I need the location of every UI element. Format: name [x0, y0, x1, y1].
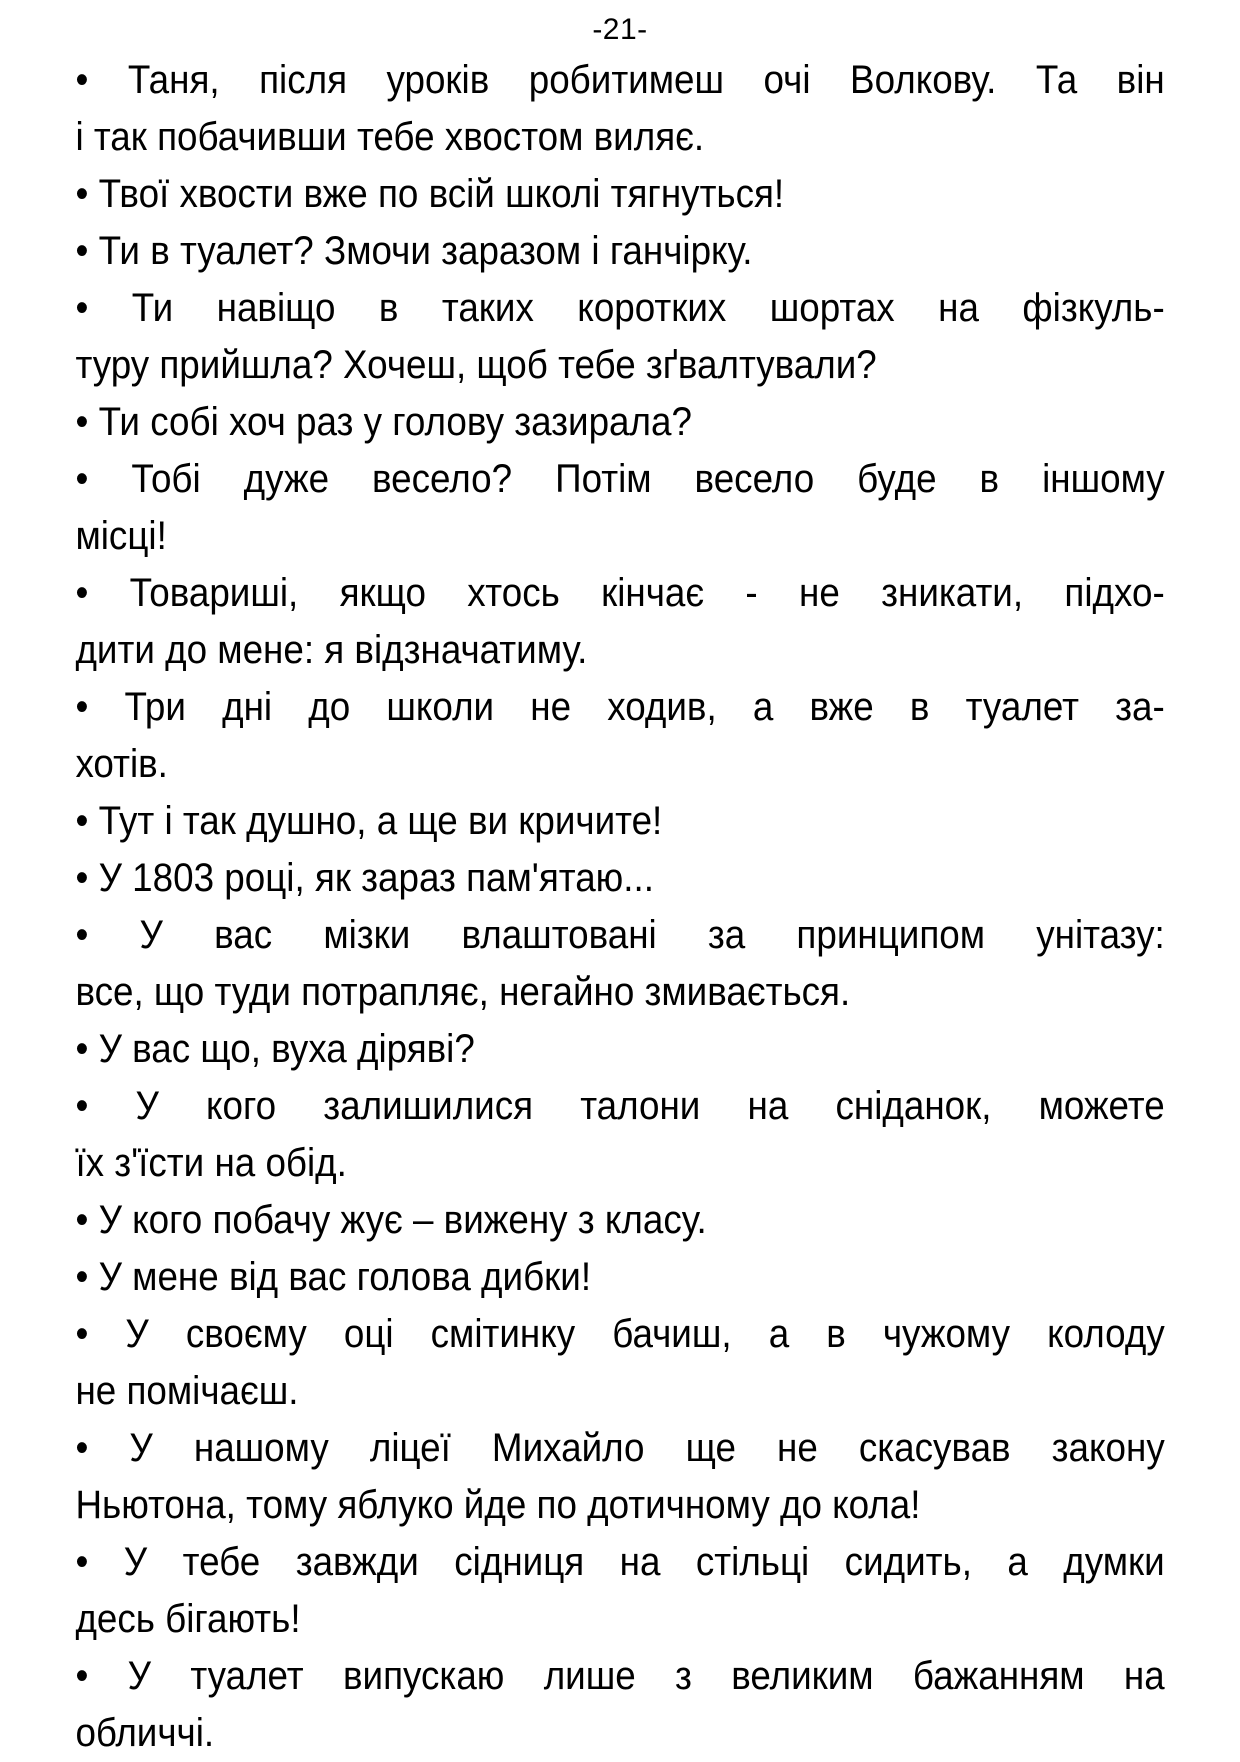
- quote-text: дити до мене: я відзначатиму.: [75, 628, 588, 672]
- quote-item: [75, 1249, 1164, 1306]
- quote-text: хотів.: [75, 742, 168, 786]
- text-line: [75, 52, 1164, 109]
- quote-text: Ти в туалет? Змочи заразом і ганчірку.: [98, 229, 753, 273]
- text-line: [75, 1021, 1164, 1078]
- text-line: [75, 565, 1164, 622]
- text-line: [75, 1648, 1164, 1705]
- quote-text: їх з'їсти на обід.: [75, 1141, 347, 1185]
- quote-text: Таня, після уроків робитимеш очі Волкову. Та він: [127, 58, 1165, 102]
- quote-text: Тут і так душно, а ще ви кричите!: [98, 799, 663, 843]
- bullet-icon: •: [75, 457, 89, 501]
- text-line: [75, 793, 1164, 850]
- page-number: -21-: [592, 13, 648, 46]
- quote-text: У нашому ліцеї Михайло ще не скасував закону: [129, 1426, 1165, 1470]
- text-line: [75, 394, 1164, 451]
- quote-item: [75, 1420, 1164, 1534]
- text-line: [75, 850, 1164, 907]
- text-line: [75, 1249, 1164, 1306]
- bullet-icon: •: [75, 685, 89, 729]
- text-line: [75, 1420, 1164, 1477]
- quote-text: Ньютона, тому яблуко йде по дотичному до кола!: [75, 1483, 921, 1527]
- bullet-icon: •: [75, 913, 89, 957]
- quote-text: все, що туди потрапляє, негайно змивається.: [75, 970, 851, 1014]
- text-line: [75, 1477, 1164, 1534]
- bullet-icon: •: [75, 1540, 89, 1584]
- text-line: [75, 964, 1164, 1021]
- text-line: [75, 223, 1164, 280]
- quote-item: [75, 1078, 1164, 1192]
- quote-text: туру прийшла? Хочеш, щоб тебе зґвалтували?: [75, 343, 877, 387]
- bullet-icon: •: [75, 856, 89, 900]
- text-line: [75, 1705, 1164, 1762]
- quote-item: [75, 1021, 1164, 1078]
- quote-item: [75, 394, 1164, 451]
- quote-item: [75, 907, 1164, 1021]
- quote-text: У вас мізки влаштовані за принципом унітазу:: [139, 913, 1165, 957]
- page-content: [0, 52, 1240, 1762]
- quote-item: [75, 1648, 1164, 1762]
- quote-text: Три дні до школи не ходив, а вже в туалет за-: [124, 685, 1165, 729]
- text-line: [75, 1192, 1164, 1249]
- quote-text: У вас що, вуха діряві?: [98, 1027, 475, 1071]
- quote-text: Ти собі хоч раз у голову зазирала?: [98, 400, 692, 444]
- bullet-icon: •: [75, 1255, 89, 1299]
- quote-text: не помічаєш.: [75, 1369, 299, 1413]
- bullet-icon: •: [75, 799, 89, 843]
- quote-text: У мене від вас голова дибки!: [98, 1255, 592, 1299]
- bullet-icon: •: [75, 1426, 89, 1470]
- quote-text: місці!: [75, 514, 167, 558]
- text-line: [75, 736, 1164, 793]
- quote-item: [75, 451, 1164, 565]
- text-line: [75, 166, 1164, 223]
- quote-text: У 1803 році, як зараз пам'ятаю...: [98, 856, 654, 900]
- quote-item: [75, 280, 1164, 394]
- quote-item: [75, 565, 1164, 679]
- quote-text: У туалет випускаю лише з великим бажанням на: [127, 1654, 1165, 1698]
- text-line: [75, 907, 1164, 964]
- quote-item: [75, 52, 1164, 166]
- bullet-icon: •: [75, 1084, 89, 1128]
- bullet-icon: •: [75, 571, 89, 615]
- bullet-icon: •: [75, 1654, 89, 1698]
- quote-text: У кого залишилися талони на сніданок, можете: [135, 1084, 1165, 1128]
- quote-item: [75, 850, 1164, 907]
- bullet-icon: •: [75, 58, 89, 102]
- text-line: [75, 1534, 1164, 1591]
- quote-item: [75, 679, 1164, 793]
- text-line: [75, 508, 1164, 565]
- text-line: [75, 451, 1164, 508]
- quote-item: [75, 1534, 1164, 1648]
- text-line: [75, 622, 1164, 679]
- bullet-icon: •: [75, 1312, 89, 1356]
- bullet-icon: •: [75, 400, 89, 444]
- quote-text: десь бігають!: [75, 1597, 301, 1641]
- quote-item: [75, 1192, 1164, 1249]
- bullet-icon: •: [75, 172, 89, 216]
- text-line: [75, 1363, 1164, 1420]
- bullet-icon: •: [75, 286, 89, 330]
- text-line: [75, 280, 1164, 337]
- quote-text: У своєму оці смітинку бачиш, а в чужому колоду: [125, 1312, 1165, 1356]
- quote-text: У кого побачу жує – вижену з класу.: [98, 1198, 707, 1242]
- quote-text: обличчі.: [75, 1711, 215, 1755]
- quote-text: Товариші, якщо хтось кінчає - не зникати, підхо-: [129, 571, 1165, 615]
- quote-item: [75, 223, 1164, 280]
- quote-item: [75, 793, 1164, 850]
- bullet-icon: •: [75, 1198, 89, 1242]
- quote-text: Твої хвости вже по всій школі тягнуться!: [98, 172, 785, 216]
- text-line: [75, 337, 1164, 394]
- text-line: [75, 679, 1164, 736]
- bullet-icon: •: [75, 1027, 89, 1071]
- text-line: [75, 1135, 1164, 1192]
- bullet-icon: •: [75, 229, 89, 273]
- text-line: [75, 1078, 1164, 1135]
- quote-text: У тебе завжди сідниця на стільці сидить, а думки: [123, 1540, 1165, 1584]
- quote-text: Тобі дуже весело? Потім весело буде в іншому: [131, 457, 1165, 501]
- text-line: [75, 1591, 1164, 1648]
- quote-item: [75, 1306, 1164, 1420]
- quote-item: [75, 166, 1164, 223]
- text-line: [75, 1306, 1164, 1363]
- quote-text: і так побачивши тебе хвостом виляє.: [75, 115, 705, 159]
- text-line: [75, 109, 1164, 166]
- quote-text: Ти навіщо в таких коротких шортах на фізкуль-: [131, 286, 1165, 330]
